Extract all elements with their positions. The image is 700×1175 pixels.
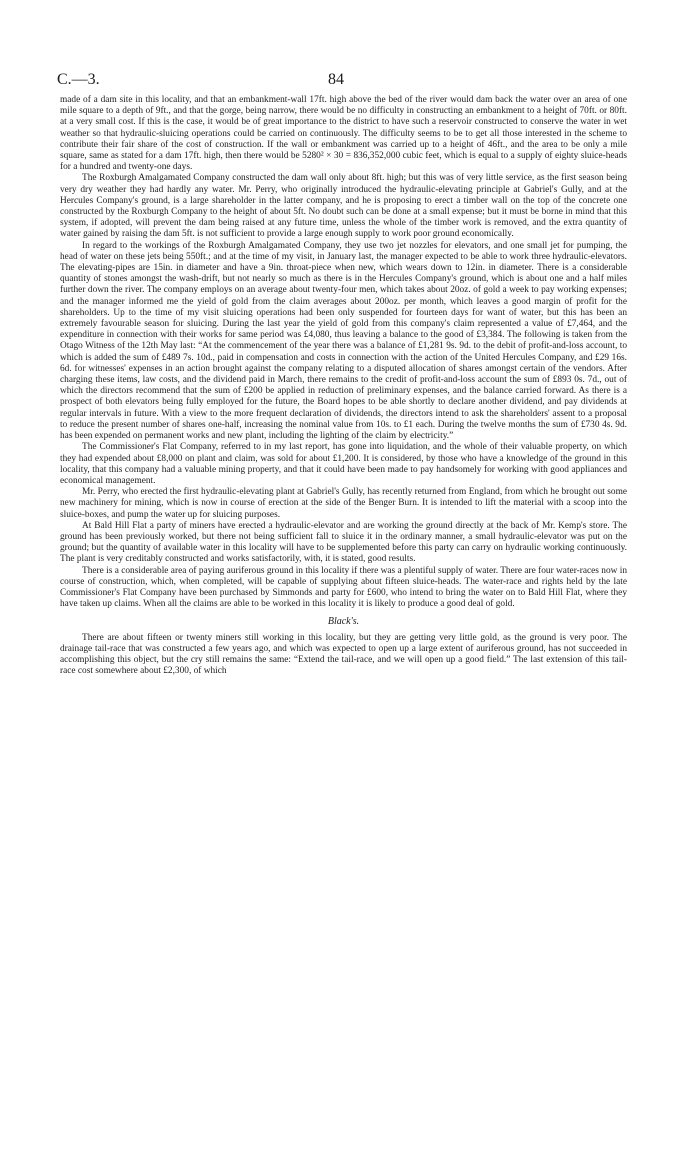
paragraph-bald-hill-flat: At Bald Hill Flat a party of miners have erected a hydraulic-elevator and are working the ground directly at the back of Mr. Kemp's store. The ground has been previously worked, but there not being sufficient fall to sluice it in the ordinary manner, a small hydraulic-elevator was put on the ground; but the quantity of available water in this locality will have to be supplemented before this party can carry on hydraulic working continuously. The plant is very creditably constructed and works satisfactorily, with, it is stated, good results. [60, 520, 627, 565]
paragraph-commissioners-flat: The Commissioner's Flat Company, referred to in my last report, has gone into liquidation, and the whole of their valuable property, on which they had expended about £8,000 on plant and claim, was sold for about £1,200. It is considered, by those who have a knowledge of the ground in this locality, that this company had a valuable mining property, and that it could have been made to pay handsomely for working with good appliances and economical management. [60, 442, 627, 486]
paragraph-roxburgh-workings: In regard to the workings of the Roxburgh Amalgamated Company, they use two jet nozzles for elevators, and one small jet for pumping, the head of water on these jets being 550ft.; and at the time of my visit, in January last, the manager expected to be able to work three hydraulic-elevators. The elevating-pipes are 15in. in diameter and have a 9in. throat-piece when new, which wears down to 12in. in diameter. There is a considerable quantity of stones amongst the wash-drift, but not nearly so much as there is in the Hercules Company's ground, which is about one and a half miles further down the river. The company employs on an average about twenty-four men, which takes about 20oz. of gold a week to pay working expenses; and the manager informed me the yield of gold from the claim averages about 200oz. per month, which leaves a good margin of profit for the shareholders. Up to the time of my visit sluicing operations had been only suspended for fourteen days for want of water, but this has been an extremely favourable season for sluicing. During the last year the yield of gold from this company's claim represented a value of £7,464, and the expenditure in connection with their works for same period was £4,080, thus leaving a balance to the good of £3,384. The following is taken from the Otago Witness of the 12th May last: “At the commencement of the year there was a balance of £1,281 9s. 9d. to the debit of profit-and-loss account, to which is added the sum of £489 7s. 10d., paid in compensation and costs in connection with the action of the United Hercules Company, and £29 16s. 6d. for witnesses' expenses in an action brought against the company relating to a disputed allocation of shares amongst certain of the vendors. After charging these items, law costs, and the dividend paid in March, there remains to the credit of profit-and-loss account the sum of £893 0s. 7d., out of which the directors recommend that the sum of £200 be applied in reduction of preliminary expenses, and the balance carried forward. As there is a prospect of both elevators being fully employed for the future, the Board hopes to be able shortly to declare another dividend, and pay dividends at regular intervals in future. With a view to the more frequent declaration of dividends, the directors intend to ask the shareholders' assent to a proposal to reduce the present number of shares one-half, increasing the nominal value from 10s. to £1 each. During the twelve months the sum of £730 4s. 9d. has been expended on permanent works and new plant, including the lighting of the claim by electricity.” [60, 240, 627, 442]
paragraph-mr-perry: Mr. Perry, who erected the first hydraulic-elevating plant at Gabriel's Gully, has recently returned from England, from which he brought out some new machinery for mining, which is now in course of erection at the side of the Benger Burn. It is intended to lift the material with a scoop into the sluice-boxes, and pump the water up for sluicing purposes. [60, 487, 627, 520]
parliamentary-paper-reference: C.—3. [57, 71, 100, 88]
paragraph-blacks: There are about fifteen or twenty miners still working in this locality, but they are getting very little gold, as the ground is very poor. The drainage tail-race that was constructed a few years ago, and which was expected to open up a large extent of auriferous ground, has not succeeded in accomplishing this object, but the cry still remains the same: “Extend the tail-race, and we will open up a good field.” The last extension of this tail-race cost somewhere about £2,300, of which [60, 632, 627, 677]
paragraph-water-races: There is a considerable area of paying auriferous ground in this locality if there was a plentiful supply of water. There are four water-races now in course of construction, which, when completed, will be capable of supplying about fifteen sluice-heads. The water-race and rights held by the late Commissioner's Flat Company have been purchased by Simmonds and party for £600, who intend to bring the water on to Bald Hill Flat, where they have taken up claims. When all the claims are able to be worked in this locality it is likely to produce a good deal of gold. [60, 565, 627, 610]
body-text [60, 95, 627, 677]
page-number: 84 [328, 71, 344, 88]
paragraph-dam-site: made of a dam site in this locality, and that an embankment-wall 17ft. high above the bed of the river would dam back the water over an area of one mile square to a depth of 9ft., and that the gorge, being narrow, there would be no difficulty in constructing an embankment to a height of 70ft. or 80ft. at a very small cost. If this is the case, it would be of great importance to the district to have such a reservoir constructed to conserve the water in wet weather so that hydraulic-sluicing operations could be carried on continuously. The difficulty seems to be to get all those interested in the scheme to contribute their fair share of the cost of construction. If the wall or embankment was carried up to a height of 46ft., and the area to be only a mile square, same as stated for a dam 17ft. high, then there would be 5280² × 30 = 836,352,000 cubic feet, which is equal to a supply of eighty sluice-heads for a hundred and twenty-one days. [60, 95, 627, 173]
section-heading: Black's. [327, 616, 360, 628]
paragraph-roxburgh-dam: The Roxburgh Amalgamated Company constructed the dam wall only about 8ft. high; but this was of very little service, as the first season being very dry weather they had hardly any water. Mr. Perry, who originally introduced the hydraulic-elevating principle at Gabriel's Gully, and at the Hercules Company's ground, is a large shareholder in the latter company, and he is proposing to erect a timber wall on the top of the concrete one constructed by the Roxburgh Company to the height of about 5ft. No doubt such can be done at a small expense; but it must be borne in mind that this system, if adopted, will prevent the dam being raised at any future time, unless the whole of the timber work is removed, and the extra quantity of water gained by raising the dam 5ft. is not sufficient to provide a large enough supply to work poor ground economically. [60, 173, 627, 240]
